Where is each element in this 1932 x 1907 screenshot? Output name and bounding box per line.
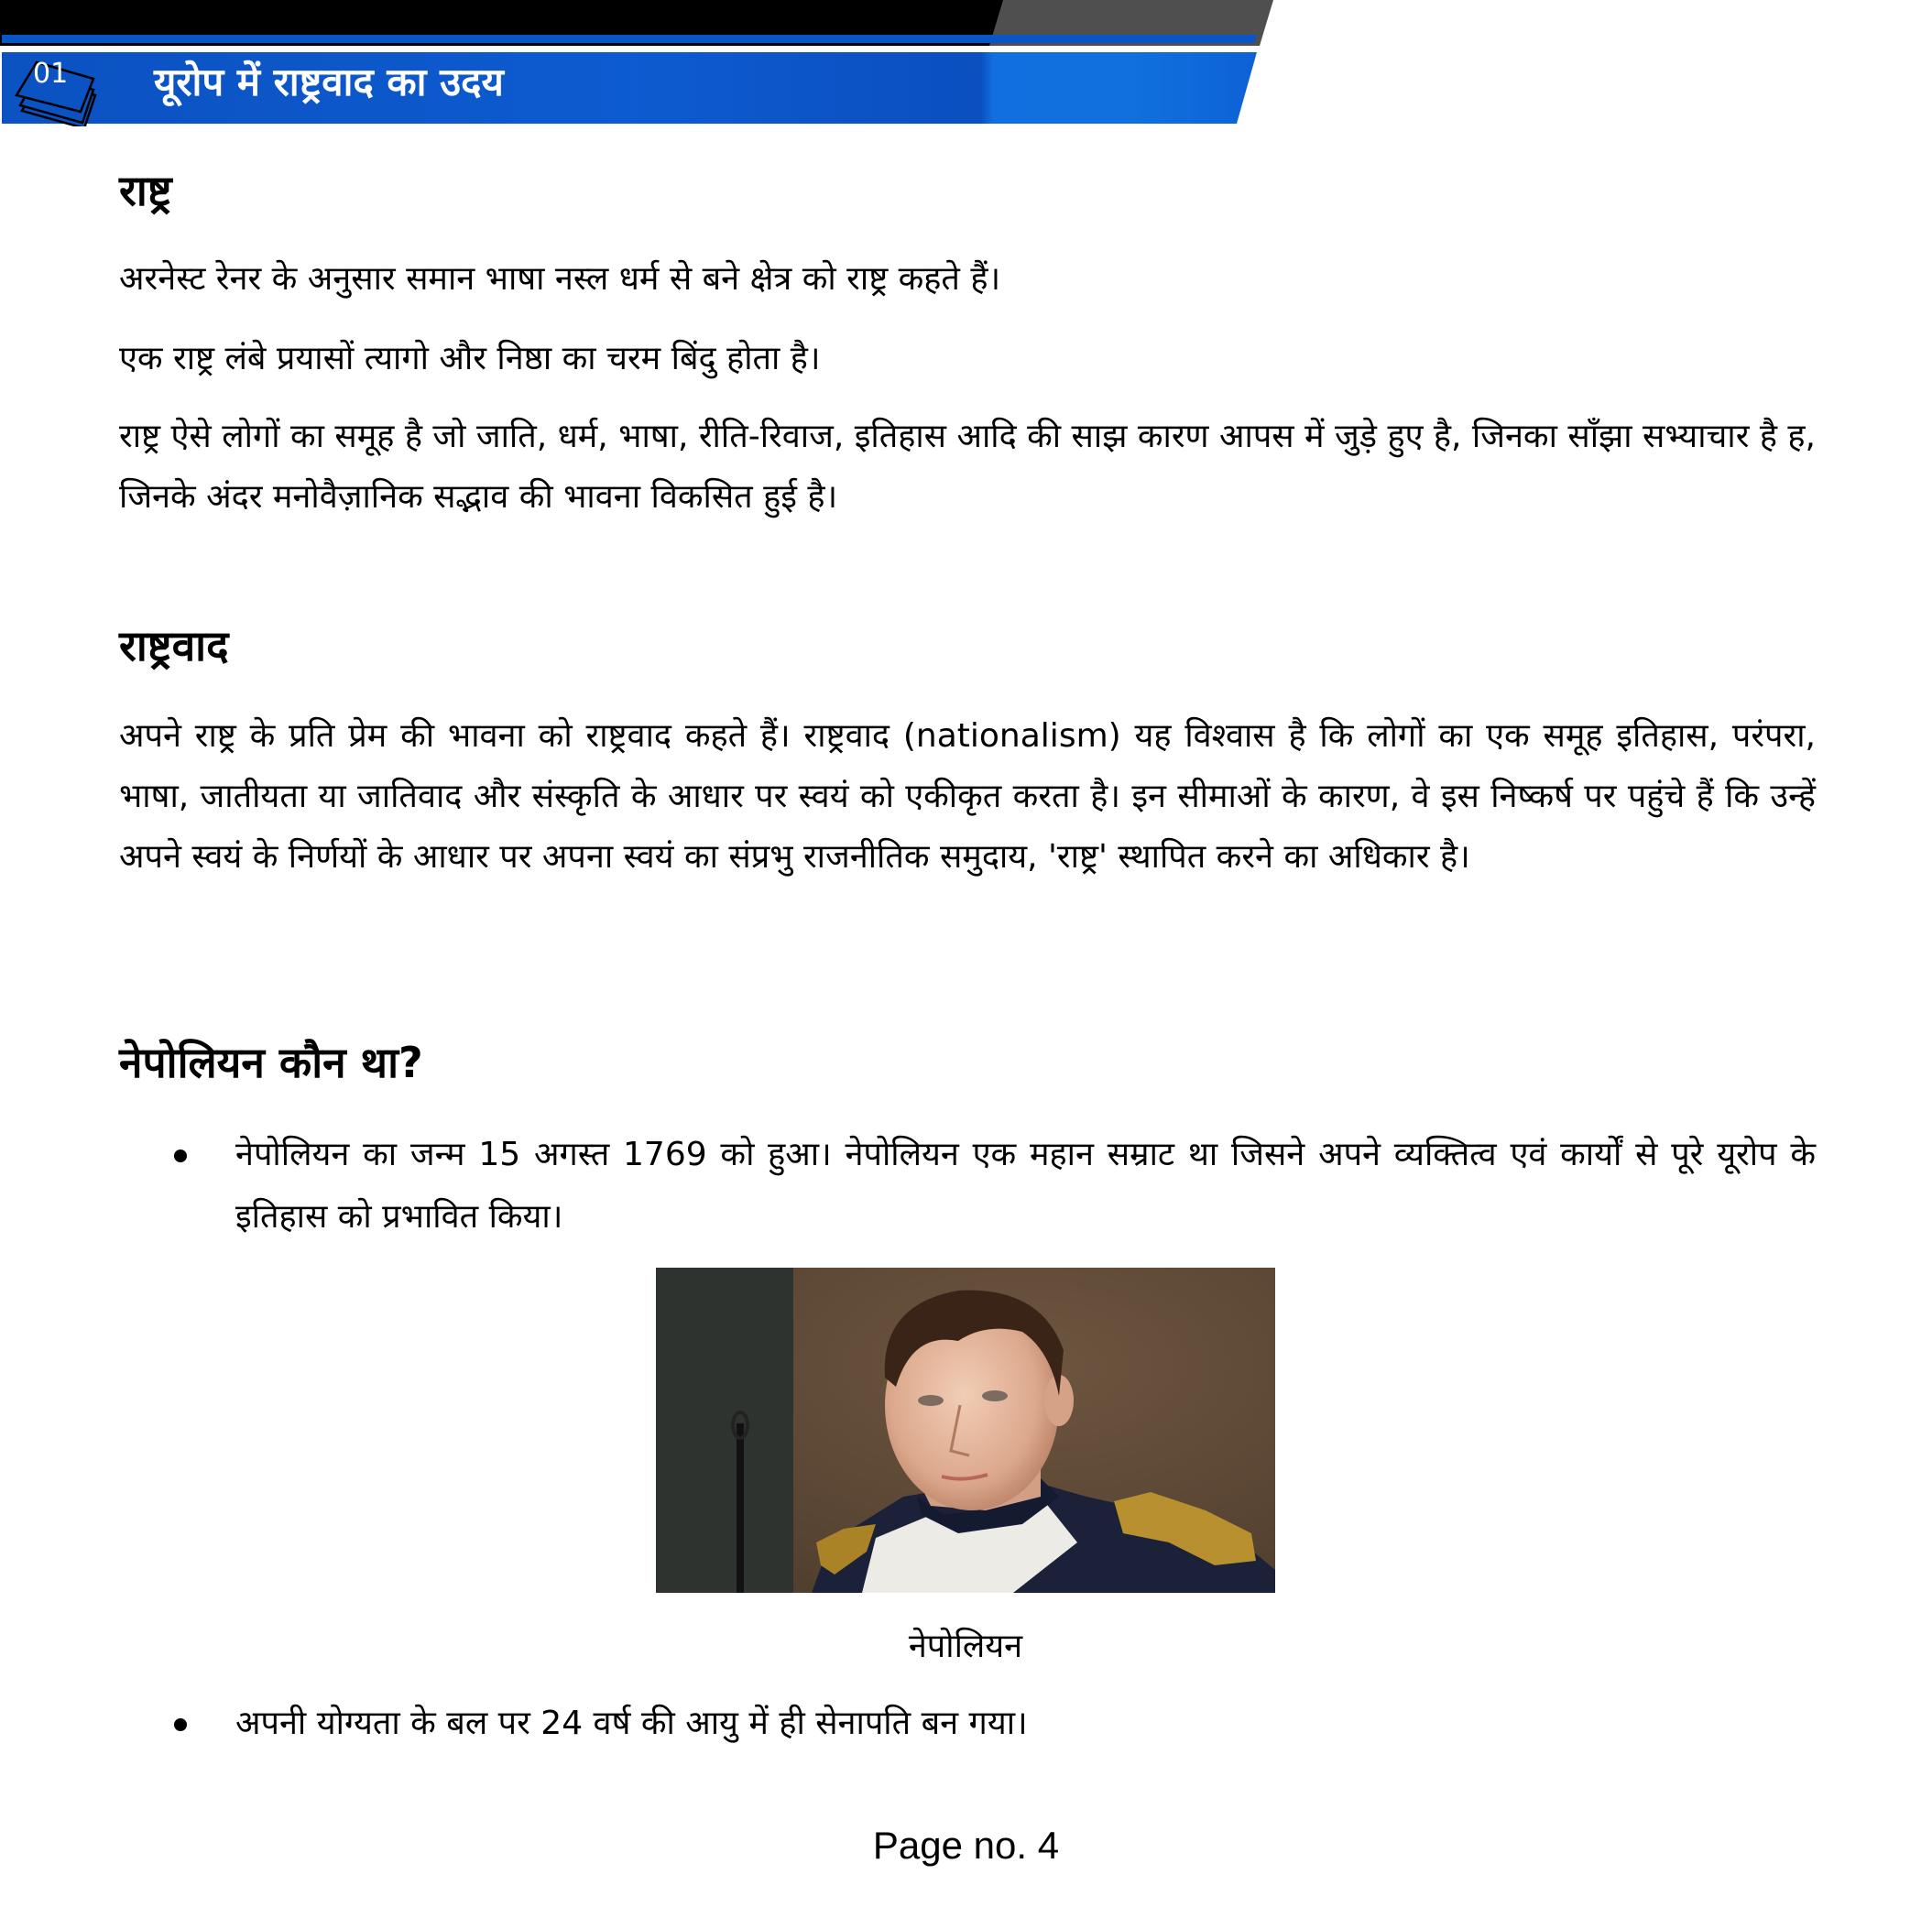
chapter-number: 01	[33, 58, 69, 90]
list-item-text: अपनी योग्यता के बल पर 24 वर्ष की आयु में ही सेनापति बन गया।	[235, 1705, 1028, 1742]
heading-rashtravad: राष्ट्रवाद	[119, 621, 229, 670]
paragraph: अपने राष्ट्र के प्रति प्रेम की भावना को राष्ट्रवाद कहते हैं। राष्ट्रवाद (nationalism) यह विश्वास है कि लोगों का एक समूह इतिहास, परंपरा, भाषा, जातीयता या जातिवाद और संस्कृति के आधार पर स्वयं को एकीकृत करता है। इन सीमाओं के कारण, वे इस निष्कर्ष पर पहुंचे हैं कि उन्हें अपने स्वयं के निर्णयों के आधार पर अपना स्वयं का संप्रभु राजनीतिक समुदाय, 'राष्ट्र' स्थापित करने का अधिकार है।	[119, 717, 1817, 876]
heading-rashtra: राष्ट्र	[119, 166, 172, 215]
figure-caption: नेपोलियन	[908, 1628, 1023, 1665]
paragraph: राष्ट्र ऐसे लोगों का समूह है जो जाति, धर्म, भाषा, रीति-रिवाज, इतिहास आदि की साझ कारण आपस में जुड़े हुए है, जिनका साँझा सभ्याचार है ह, जिनके अंदर मनोवैज़ानिक सद्भाव की भावना विकसित हुई है।	[119, 418, 1816, 516]
bullet-icon	[174, 1150, 187, 1162]
heading-napoleon: नेपोलियन कौन था?	[119, 1038, 423, 1087]
page-number: Page no. 4	[872, 1824, 1060, 1867]
paragraph: एक राष्ट्र लंबे प्रयासों त्यागो और निष्ठा का चरम बिंदु होता है।	[119, 340, 821, 377]
header-blue-stripe	[2, 35, 1257, 43]
paragraph: अरनेस्ट रेनर के अनुसार समान भाषा नस्ल धर्म से बने क्षेत्र को राष्ट्र कहते हैं।	[119, 260, 1001, 298]
napoleon-portrait	[656, 1268, 1275, 1593]
chapter-title: यूरोप में राष्ट्रवाद का उदय	[154, 60, 504, 104]
list-item-text: नेपोलियन का जन्म 15 अगस्त 1769 को हुआ। नेपोलियन एक महान सम्राट था जिसने अपने व्यक्तित्व एवं कार्यों से पूरे यूरोप के इतिहास को प्रभावित किया।	[235, 1136, 1816, 1236]
bullet-icon	[174, 1718, 187, 1731]
